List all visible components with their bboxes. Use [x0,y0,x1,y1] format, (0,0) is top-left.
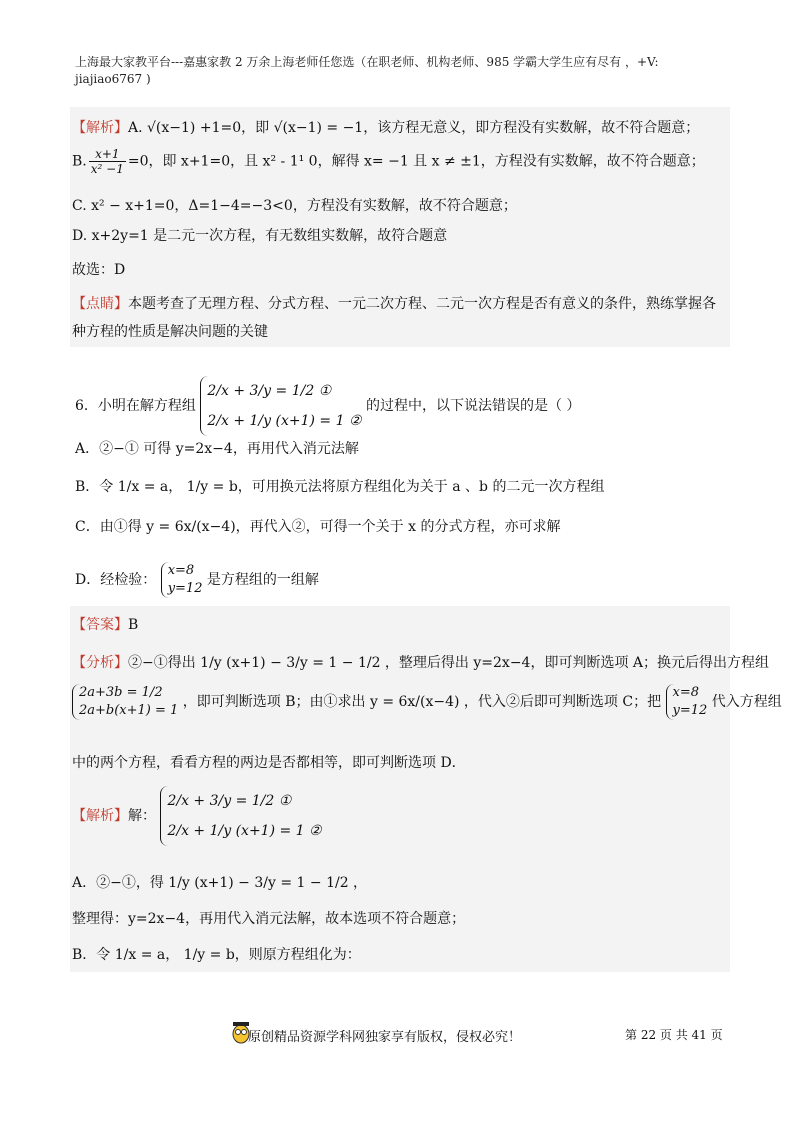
answer-block [70,606,782,972]
substitution-system: 2a+3b = 1/2 2a+b(x+1) = 1 [72,684,178,720]
analysis-text-1: ②−①得出 1/y (x+1) − 3/y = 1 − 1/2 ，整理后得出 y=2x−4，即可判断选项 A；换元后得出方程组 [128,655,770,671]
analysis-tag-2: 【分析】 [72,655,128,671]
note-line-2: 种方程的性质是解决问题的关键 [72,324,268,340]
analysis-option-b: =0，即 x+1=0，且 x² - 1¹ 0，解得 x= −1 且 x ≠ ±1，方程没有实数解，故不符合题意； [127,153,705,170]
option-d-text: 是方程组的一组解 [206,572,319,588]
option-a: A．②−① 可得 y=2x−4，再用代入消元法解 [75,441,359,457]
analysis-choice: 故选：D [72,262,126,278]
solution-system: 2/x + 3/y = 1/2 ① 2/x + 1/y (x+1) = 1 ② [160,786,321,846]
page-header [75,54,735,88]
page-number: 第 22 页 共 41 页 [625,1028,723,1042]
question-suffix: 的过程中，以下说法错误的是（ ） [365,398,581,414]
analysis-option-a: A. √(x−1) +1=0，即 √(x−1) = −1，该方程无意义，即方程没有实数解，故不符合题意； [128,120,700,136]
answer-tag: 【答案】 [72,617,128,633]
option-b: B．令 1/x = a， 1/y = b，可用换元法将原方程组化为关于 a 、b 的二元一次方程组 [75,479,605,495]
check-system: x=8 y=12 [161,562,203,598]
solution-prefix: 解： [128,808,156,824]
option-c: C．由①得 y = 6x/(x−4)，再代入②，可得一个关于 x 的分式方程，亦可求解 [75,519,561,535]
header-line-2: jiajiao6767 ) [75,72,151,86]
analysis-tag: 【解析】 [72,120,128,136]
fraction: $\frac{x+1}{\text{x² −1}}$ [90,147,124,176]
note-line-1: 本题考查了无理方程、分式方程、一元二次方程、二元一次方程是否有意义的条件，熟练掌握各 [128,296,716,312]
question-prefix: 6．小明在解方程组 [75,398,196,414]
note-tag: 【点睛】 [72,296,128,312]
answer-value: B [128,617,139,633]
check-system-2: x=8 y=12 [666,684,708,720]
solution-step-b: B．令 1/x = a， 1/y = b，则原方程组化为： [72,947,361,963]
option-d-label: D．经检验： [75,572,157,588]
analysis-text-4: 中的两个方程，看看方程的两边是否都相等，即可判断选项 D． [72,755,466,771]
solution-step-a: A．②−①，得 1/y (x+1) − 3/y = 1 − 1/2 ， [72,875,368,891]
copyright-notice: 原创精品资源学科网独家享有版权，侵权必究！ [248,1030,522,1045]
solution-step-a2: 整理得：y=2x−4，再用代入消元法解，故本选项不符合题意； [72,911,466,927]
analysis-option-b-label: B. [72,153,87,170]
analysis-option-d: D. x+2y=1 是二元一次方程，有无数组实数解，故符合题意 [72,228,448,244]
analysis-block-q5 [70,107,730,347]
analysis-option-c: C. x² − x+1=0，Δ=1−4=−3<0，方程没有实数解，故不符合题意； [72,198,517,214]
header-line-1: 上海最大家教平台---嘉惠家教 2 万余上海老师任您选（在职老师、机构老师、985 学霸大学生应有尽有 ，+V: [75,55,659,69]
equation-system: 2/x + 3/y = 1/2 ① 2/x + 1/y (x+1) = 1 ② [200,376,361,436]
analysis-text-2: ，即可判断选项 B；由①求出 y = 6x/(x−4) ，代入②后即可判断选项 C；把 [182,694,662,710]
solution-tag: 【解析】 [72,808,128,824]
analysis-text-3: 代入方程组 [711,694,782,710]
